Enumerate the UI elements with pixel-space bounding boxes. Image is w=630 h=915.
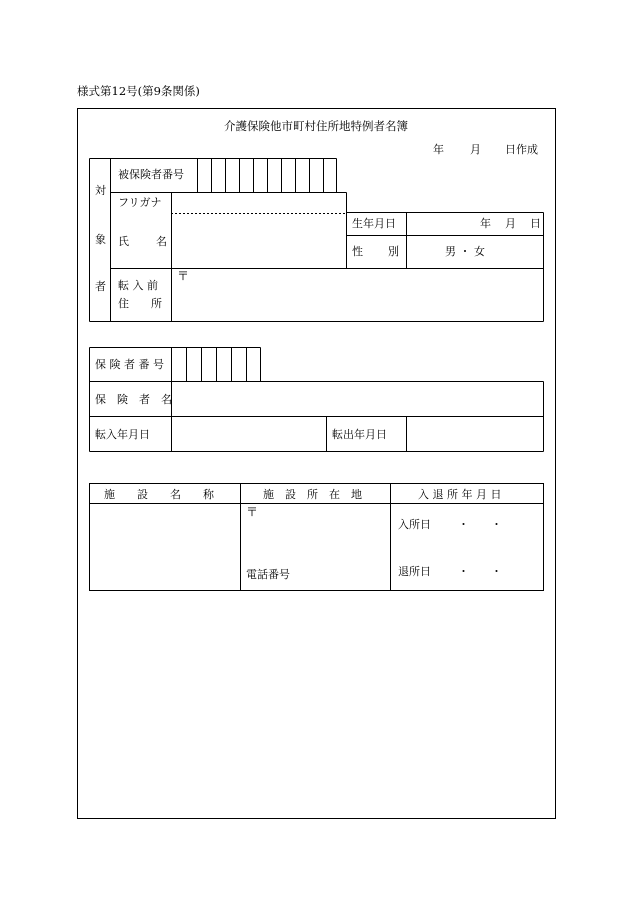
facility-postal-mark: 〒 [246, 505, 259, 519]
facility-phone-label: 電話番号 [246, 568, 290, 581]
prev-address-postal-mark: 〒 [177, 269, 190, 283]
insurer-name-label: 保 険 者 名 [95, 393, 172, 406]
subject-side-label-1: 対 [95, 184, 106, 197]
page-title: 介護保険他市町村住所地特例者名簿 [224, 119, 408, 133]
move-out-date-field[interactable] [407, 417, 543, 451]
date-created-label: 日作成 [505, 143, 538, 156]
facility-name-header: 施 設 名 称 [104, 488, 214, 501]
insurer-number-label: 保 険 者 番 号 [95, 358, 164, 371]
discharge-date-label: 退所日 [398, 565, 431, 578]
insured-number-label: 被保険者番号 [118, 168, 184, 181]
gender-options[interactable]: 男 ・ 女 [445, 245, 485, 258]
birth-day-label: 日 [530, 217, 541, 230]
gender-label-1: 性 [352, 245, 363, 258]
admission-date-label: 入所日 [398, 518, 431, 531]
move-in-date-label: 転入年月日 [95, 428, 150, 441]
furigana-label: フリガナ [118, 196, 162, 209]
discharge-date-dots[interactable]: ・ ・ [458, 565, 502, 578]
insurer-name-field[interactable] [172, 382, 543, 416]
insurer-number-boxes[interactable] [172, 348, 260, 381]
facility-name-field[interactable] [90, 504, 240, 590]
gender-label-2: 別 [388, 245, 399, 258]
name-field[interactable] [172, 214, 346, 268]
prev-address-label-2: 住 所 [118, 297, 162, 310]
subject-side-label-3: 者 [95, 280, 106, 293]
prev-address-label-1: 転 入 前 [118, 279, 158, 292]
insured-number-boxes[interactable] [198, 159, 336, 192]
admission-dates-header: 入 退 所 年 月 日 [418, 488, 502, 501]
form-label: 様式第12号(第9条関係) [77, 84, 200, 98]
birth-date-label: 生年月日 [352, 217, 396, 230]
name-label-2: 名 [156, 235, 167, 248]
facility-address-header: 施 設 所 在 地 [263, 488, 362, 501]
birth-year-label: 年 [480, 217, 491, 230]
facility-address-field[interactable] [241, 504, 390, 590]
furigana-field[interactable] [172, 193, 346, 213]
date-month-label: 月 [470, 143, 481, 156]
prev-address-field[interactable] [172, 269, 543, 321]
birth-month-label: 月 [505, 217, 516, 230]
subject-side-label-2: 象 [95, 233, 106, 246]
move-in-date-field[interactable] [172, 417, 326, 451]
move-out-date-label: 転出年月日 [332, 428, 387, 441]
admission-date-dots[interactable]: ・ ・ [458, 518, 502, 531]
name-label-1: 氏 [118, 235, 129, 248]
date-year-label: 年 [433, 143, 444, 156]
